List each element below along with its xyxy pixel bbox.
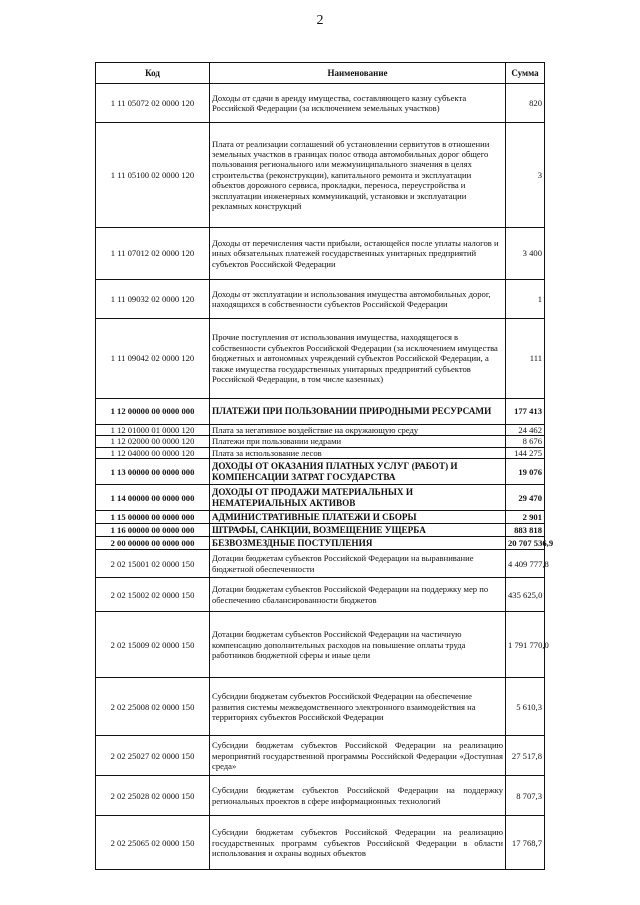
row-name-cell: ДОХОДЫ ОТ ПРОДАЖИ МАТЕРИАЛЬНЫХ И НЕМАТЕРИАЛЬНЫХ АКТИВОВ	[210, 485, 506, 511]
column-header-sum: Сумма	[506, 63, 545, 84]
row-sum-cell: 3 400	[506, 228, 545, 280]
row-code-cell: 1 11 05100 02 0000 120	[96, 123, 210, 228]
table-row	[96, 511, 545, 524]
row-sum-cell: 3	[506, 123, 545, 228]
row-sum-cell: 1 791 770,0	[506, 612, 545, 678]
row-code-cell: 2 02 25027 02 0000 150	[96, 736, 210, 776]
row-sum-cell: 17 768,7	[506, 816, 545, 870]
row-name-cell: БЕЗВОЗМЕЗДНЫЕ ПОСТУПЛЕНИЯ	[210, 537, 506, 550]
row-name-cell: Плата за использование лесов	[210, 447, 506, 458]
row-name-cell: Дотации бюджетам субъектов Российской Федерации на выравнивание бюджетной обеспеченности	[210, 550, 506, 578]
table-row	[96, 816, 545, 870]
row-code-cell: 1 13 00000 00 0000 000	[96, 459, 210, 485]
row-code-cell: 1 14 00000 00 0000 000	[96, 485, 210, 511]
row-name-cell: Доходы от эксплуатации и использования имущества автомобильных дорог, находящихся в собственности субъектов Российской Федерации	[210, 280, 506, 319]
row-sum-cell: 435 625,0	[506, 578, 545, 612]
row-code-cell: 1 11 07012 02 0000 120	[96, 228, 210, 280]
row-sum-cell: 20 707 536,9	[506, 537, 545, 550]
row-sum-cell: 27 517,8	[506, 736, 545, 776]
row-name-cell: Субсидии бюджетам субъектов Российской Федерации на реализацию мероприятий государственной программы Российской Федерации «Доступная среда»	[210, 736, 506, 776]
row-code-cell: 2 00 00000 00 0000 000	[96, 537, 210, 550]
budget-revenue-table	[95, 62, 554, 870]
table-row	[96, 123, 545, 228]
row-name-cell: Плата за негативное воздействие на окружающую среду	[210, 425, 506, 436]
row-code-cell: 1 16 00000 00 0000 000	[96, 524, 210, 537]
row-name-cell: Субсидии бюджетам субъектов Российской Федерации на поддержку региональных проектов в сфере информационных технологий	[210, 776, 506, 816]
table-row	[96, 228, 545, 280]
row-code-cell: 1 11 05072 02 0000 120	[96, 84, 210, 123]
row-name-cell: ПЛАТЕЖИ ПРИ ПОЛЬЗОВАНИИ ПРИРОДНЫМИ РЕСУРСАМИ	[210, 399, 506, 425]
row-code-cell: 2 02 15009 02 0000 150	[96, 612, 210, 678]
row-sum-cell: 8 676	[506, 436, 545, 447]
table-row	[96, 319, 545, 399]
row-sum-cell: 820	[506, 84, 545, 123]
row-name-cell: Платежи при пользовании недрами	[210, 436, 506, 447]
row-code-cell: 1 11 09032 02 0000 120	[96, 280, 210, 319]
row-code-cell: 1 12 01000 01 0000 120	[96, 425, 210, 436]
row-name-cell: Дотации бюджетам субъектов Российской Федерации на поддержку мер по обеспечению сбалансированности бюджетов	[210, 578, 506, 612]
row-sum-cell: 111	[506, 319, 545, 399]
row-sum-cell: 883 818	[506, 524, 545, 537]
row-name-cell: Субсидии бюджетам субъектов Российской Федерации на обеспечение развития системы межведомственного электронного взаимодействия на территориях субъектов Российской Федерации	[210, 678, 506, 736]
table-row	[96, 399, 545, 425]
table-row	[96, 524, 545, 537]
table-header-row	[96, 63, 545, 84]
row-sum-cell: 24 462	[506, 425, 545, 436]
row-name-cell: Доходы от сдачи в аренду имущества, составляющего казну субъекта Российской Федерации (за исключением земельных участков)	[210, 84, 506, 123]
row-sum-cell: 144 275	[506, 447, 545, 458]
table-row	[96, 776, 545, 816]
row-sum-cell: 1	[506, 280, 545, 319]
row-code-cell: 1 11 09042 02 0000 120	[96, 319, 210, 399]
row-sum-cell: 29 470	[506, 485, 545, 511]
row-code-cell: 2 02 25028 02 0000 150	[96, 776, 210, 816]
table-row	[96, 425, 545, 436]
page-number: 2	[316, 13, 324, 28]
row-name-cell: ШТРАФЫ, САНКЦИИ, ВОЗМЕЩЕНИЕ УЩЕРБА	[210, 524, 506, 537]
table-row	[96, 436, 545, 447]
table-row	[96, 550, 545, 578]
row-code-cell: 2 02 25008 02 0000 150	[96, 678, 210, 736]
table-row	[96, 578, 545, 612]
table-body	[96, 84, 554, 870]
row-sum-cell: 4 409 777,8	[506, 550, 545, 578]
row-code-cell: 2 02 15001 02 0000 150	[96, 550, 210, 578]
row-name-cell: Субсидии бюджетам субъектов Российской Федерации на реализацию государственных программ субъектов Российской Федерации в области использования и охраны водных объектов	[210, 816, 506, 870]
row-sum-cell: 19 076	[506, 459, 545, 485]
column-header-name: Наименование	[210, 63, 506, 84]
table-row	[96, 84, 545, 123]
row-sum-cell: 8 707,3	[506, 776, 545, 816]
row-code-cell: 1 12 04000 00 0000 120	[96, 447, 210, 458]
row-name-cell: Плата от реализации соглашений об установлении сервитутов в отношении земельных участков в границах полос отвода автомобильных дорог общего пользования регионального или межмуниципального значения в целях строительства (реконструкции), капитального ремонта и эксплуатации объектов дорожного сервиса, прокладки, переноса, переустройства и эксплуатации инженерных коммуникаций, установки и эксплуатации рекламных конструкций	[210, 123, 506, 228]
row-code-cell: 1 12 02000 00 0000 120	[96, 436, 210, 447]
table-row	[96, 612, 545, 678]
row-code-cell: 1 15 00000 00 0000 000	[96, 511, 210, 524]
row-sum-cell: 2 901	[506, 511, 545, 524]
row-sum-cell: 177 413	[506, 399, 545, 425]
table-row	[96, 280, 545, 319]
table-row	[96, 447, 545, 458]
row-name-cell: Доходы от перечисления части прибыли, остающейся после уплаты налогов и иных обязательных платежей государственных унитарных предприятий субъектов Российской Федерации	[210, 228, 506, 280]
table-row	[96, 736, 545, 776]
row-name-cell: Прочие поступления от использования имущества, находящегося в собственности субъектов Российской Федерации (за исключением имущества бюджетных и автономных учреждений субъектов Российской Федерации, а также имущества государственных унитарных предприятий субъектов Российской Федерации, в том числе казенных)	[210, 319, 506, 399]
row-name-cell: Дотации бюджетам субъектов Российской Федерации на частичную компенсацию дополнительных расходов на повышение оплаты труда работников бюджетной сферы и иные цели	[210, 612, 506, 678]
row-code-cell: 2 02 25065 02 0000 150	[96, 816, 210, 870]
table-row	[96, 485, 545, 511]
row-name-cell: ДОХОДЫ ОТ ОКАЗАНИЯ ПЛАТНЫХ УСЛУГ (РАБОТ) И КОМПЕНСАЦИИ ЗАТРАТ ГОСУДАРСТВА	[210, 459, 506, 485]
table-row	[96, 459, 545, 485]
row-code-cell: 2 02 15002 02 0000 150	[96, 578, 210, 612]
table-row	[96, 678, 545, 736]
column-header-code: Код	[96, 63, 210, 84]
row-sum-cell: 5 610,3	[506, 678, 545, 736]
table-row	[96, 537, 545, 550]
row-code-cell: 1 12 00000 00 0000 000	[96, 399, 210, 425]
row-name-cell: АДМИНИСТРАТИВНЫЕ ПЛАТЕЖИ И СБОРЫ	[210, 511, 506, 524]
